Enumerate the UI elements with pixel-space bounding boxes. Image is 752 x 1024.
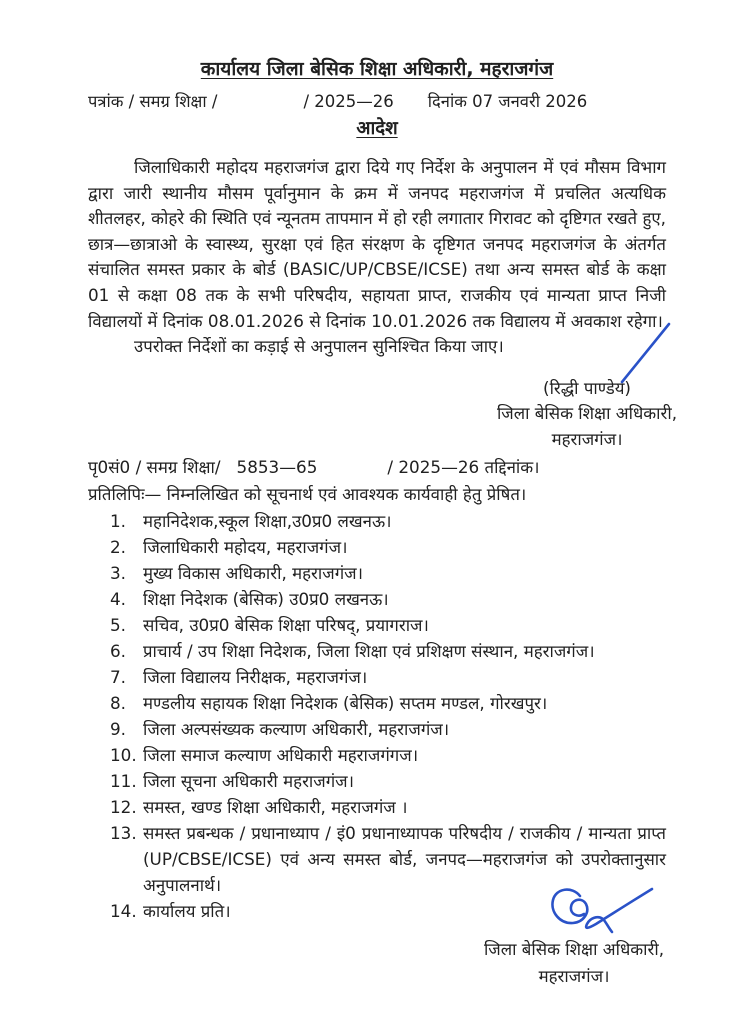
recipient-label: जिला समाज कल्याण अधिकारी महराजगंगज। [143,745,419,766]
recipient-item [88,508,666,534]
signature-block-top [472,376,702,453]
recipient-number: 8. [110,693,127,714]
recipient-item [88,664,666,690]
pen-scribble-signature-mark [546,884,658,938]
endorsement-number-line [88,455,666,480]
recipient-item [88,638,666,664]
order-heading: आदेश [356,118,398,139]
recipient-item [88,560,666,586]
recipient-number: 12. [110,797,137,818]
endorsement-prefix: पृ0सं0 / समग्र शिक्षा/ [88,457,221,478]
letter-date: दिनांक 07 जनवरी 2026 [427,92,588,111]
recipient-number: 10. [110,745,137,766]
recipient-number: 14. [110,901,137,922]
recipient-label: प्राचार्य / उप शिक्षा निदेशक, जिला शिक्षा एवं प्रशिक्षण संस्थान, महराजगंज। [143,641,595,662]
compliance-instruction-line: उपरोक्त निर्देशों का कड़ाई से अनुपालन सुनिश्चित किया जाए। [134,336,504,357]
recipient-number: 13. [110,823,137,844]
recipient-number: 9. [110,719,127,740]
recipient-item [88,586,666,612]
recipient-number: 2. [110,537,127,558]
recipient-label: जिलाधिकारी महोदय, महराजगंज। [143,537,348,558]
recipient-item [88,716,666,742]
recipient-label: जिला सूचना अधिकारी महराजगंज। [143,771,354,792]
recipient-label: मण्डलीय सहायक शिक्षा निदेशक (बेसिक) सप्तम मण्डल, गोरखपुर। [143,693,548,714]
recipient-label: शिक्षा निदेशक (बेसिक) उ0प्र0 लखनऊ। [143,589,389,610]
recipient-number: 4. [110,589,127,610]
recipient-number: 3. [110,563,127,584]
signatory-name: (रिद्धी पाण्डेय) [543,377,631,398]
recipient-label: महानिदेशक,स्कूल शिक्षा,उ0प्र0 लखनऊ। [143,511,392,532]
recipient-item [88,690,666,716]
signature-block-bottom [454,936,694,989]
copy-forwarding-line: प्रतिलिपिः— निम्नलिखित को सूचनार्थ एवं आवश्यक कार्यवाही हेतु प्रेषित। [88,484,527,505]
signatory-title: जिला बेसिक शिक्षा अधिकारी, [483,939,665,960]
recipients-list [88,508,666,924]
endorsement-number: 5853—65 [236,457,318,478]
signatory-place: महराजगंज। [551,428,623,449]
recipient-label: मुख्य विकास अधिकारी, महराजगंज। [143,563,363,584]
letter-number-line [88,89,666,114]
signatory-title: जिला बेसिक शिक्षा अधिकारी, [496,403,678,424]
office-title: कार्यालय जिला बेसिक शिक्षा अधिकारी, महराजगंज [200,58,554,80]
recipient-item [88,534,666,560]
recipient-item [88,768,666,794]
recipient-label: समस्त, खण्ड शिक्षा अधिकारी, महराजगंज । [143,797,408,818]
pen-slash-signature-mark [612,320,674,386]
recipient-number: 11. [110,771,137,792]
recipient-label: जिला विद्यालय निरीक्षक, महराजगंज। [143,667,368,688]
recipient-label: समस्त प्रबन्धक / प्रधानाध्याप / इं0 प्रधानाध्यापक परिषदीय / राजकीय / मान्यता प्राप्त (UP/CBSE/ICSE) एवं अन्य समस्त बोर्ड, जनपद—महराजगंज को उपरोक्तानुसार अनुपालनार्थ। [143,823,666,896]
recipient-item [88,794,666,820]
recipient-number: 5. [110,615,127,636]
letter-number-year: / 2025—26 [303,92,394,111]
recipient-label: जिला अल्पसंख्यक कल्याण अधिकारी, महराजगंज। [143,719,450,740]
recipient-item [88,612,666,638]
recipient-number: 7. [110,667,127,688]
recipient-number: 6. [110,641,127,662]
order-body-paragraph: जिलाधिकारी महोदय महराजगंज द्वारा दिये गए निर्देश के अनुपालन में एवं मौसम विभाग द्वारा जारी स्थानीय मौसम पूर्वानुमान के क्रम में जनपद महराजगंज में प्रचलित अत्यधिक शीतलहर, कोहरे की स्थिति एवं न्यूनतम तापमान में हो रही लगातार गिरावट को दृष्टिगत रखते हुए, छात्र—छात्राओ के स्वास्थ्य, सुरक्षा एवं हित संरक्षण के दृष्टिगत जनपद महराजगंज के अंतर्गत संचालित समस्त प्रकार के बोर्ड (BASIC/UP/CBSE/ICSE) तथा अन्य समस्त बोर्ड के कक्षा 01 से कक्षा 08 तक के सभी परिषदीय, सहायता प्राप्त, राजकीय एवं मान्यता प्राप्त निजी विद्यालयों में दिनांक 08.01.2026 से दिनांक 10.01.2026 तक विद्यालय में अवकाश रहेगा। [88,157,666,331]
recipient-label: सचिव, उ0प्र0 बेसिक शिक्षा परिषद्, प्रयागराज। [143,615,429,636]
endorsement-year: / 2025—26 तद्दिनांक। [387,457,540,478]
recipient-item [88,742,666,768]
signatory-place: महराजगंज। [538,965,610,986]
letter-number-prefix: पत्रांक / समग्र शिक्षा / [88,92,218,111]
recipient-label: कार्यालय प्रति। [143,901,231,922]
recipient-number: 1. [110,511,127,532]
